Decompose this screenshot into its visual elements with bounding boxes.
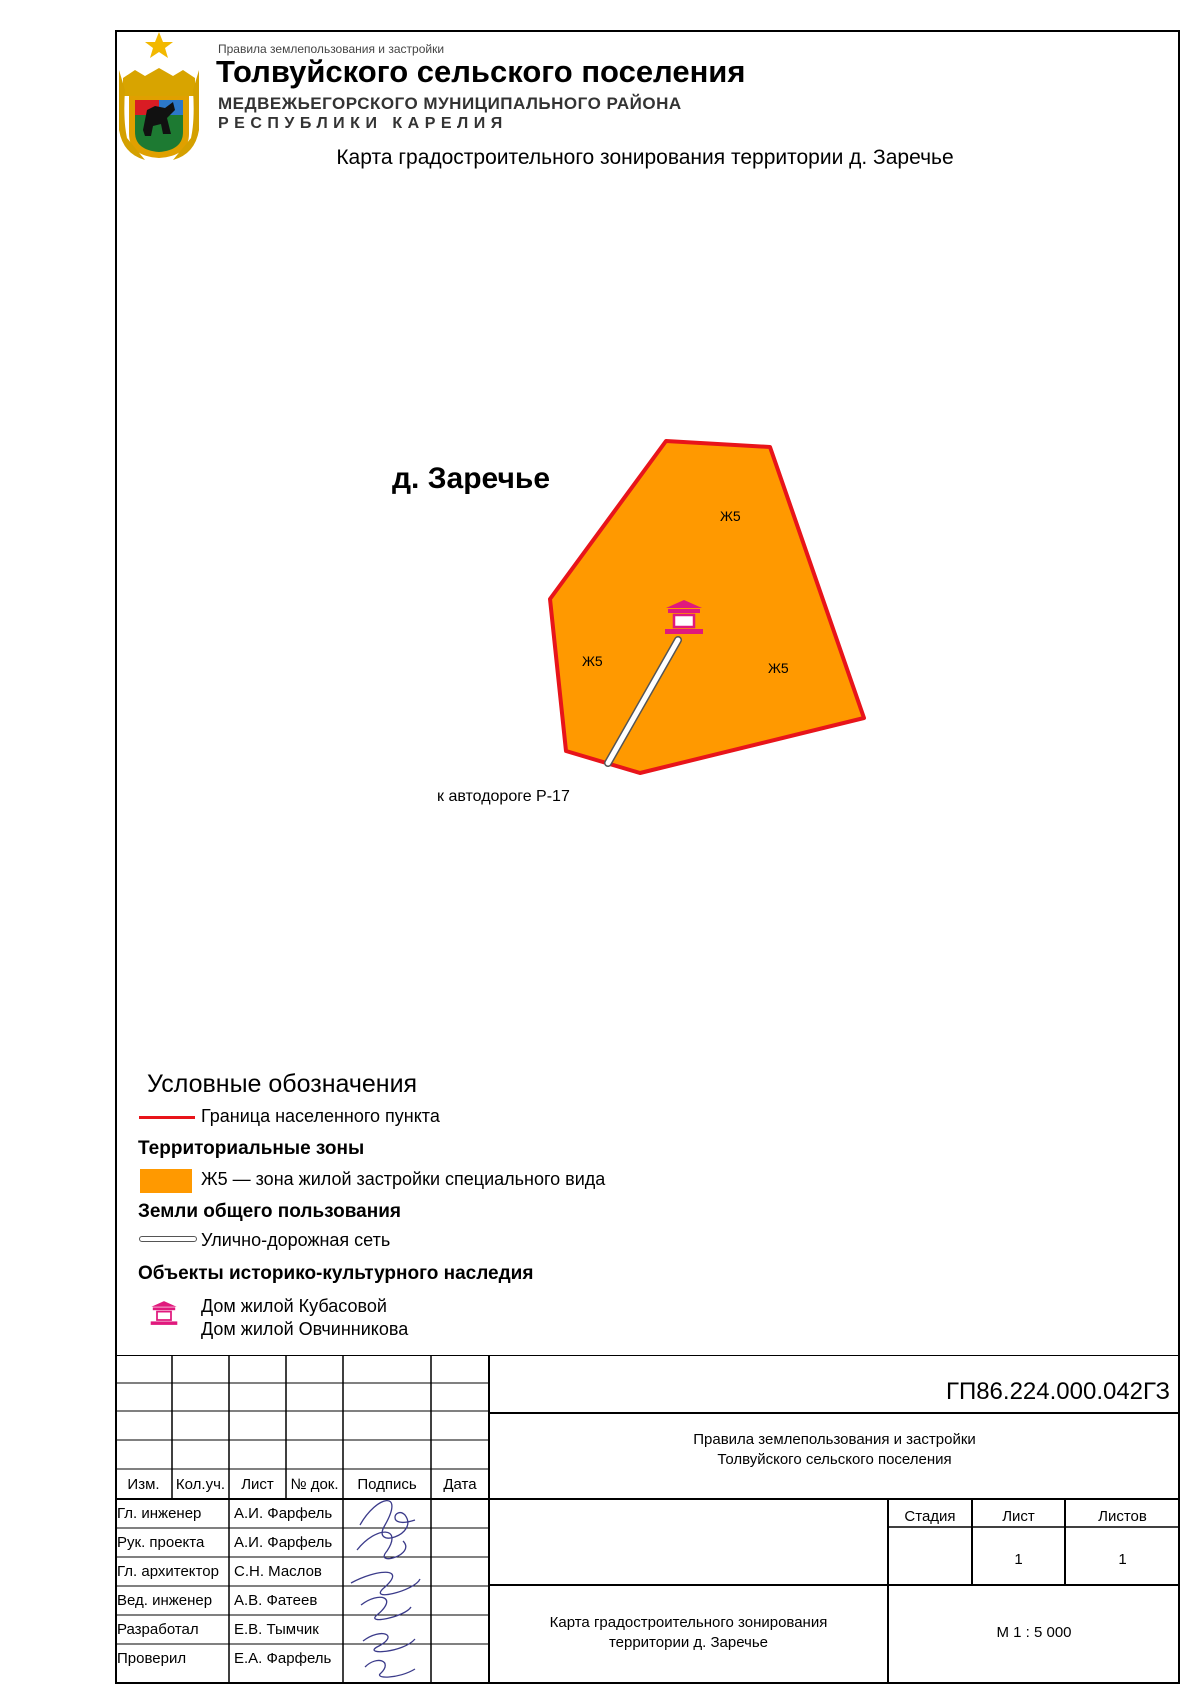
column-header: Дата	[443, 1476, 477, 1493]
person-role: Вед. инженер	[117, 1592, 213, 1609]
legend-z5-swatch	[140, 1169, 192, 1193]
legend-zones-heading: Территориальные зоны	[138, 1138, 365, 1159]
person-name: Е.А. Фарфель	[234, 1650, 332, 1667]
legend-heritage-heading: Объекты историко-культурного наследия	[138, 1263, 534, 1284]
road-note: к автодороге Р-17	[437, 788, 570, 805]
signature-scribbles	[351, 1501, 420, 1678]
drawing-title-line-2: территории д. Заречье	[608, 1634, 769, 1651]
drawing-title-line-1: Карта градостроительного зонирования	[549, 1614, 828, 1631]
legend-street-symbol	[139, 1236, 197, 1242]
legend-street-label: Улично-дорожная сеть	[201, 1230, 391, 1250]
zone-label: Ж5	[768, 660, 789, 676]
project-line-1: Правила землепользования и застройки	[693, 1431, 976, 1448]
project-line-2: Толвуйского сельского поселения	[717, 1451, 952, 1468]
sheets-label: Листов	[1098, 1508, 1147, 1525]
header-republic: РЕСПУБЛИКИ КАРЕЛИЯ	[218, 115, 508, 132]
zone-label: Ж5	[582, 653, 603, 669]
scale-value: М 1 : 5 000	[996, 1624, 1072, 1641]
column-header: Изм.	[127, 1476, 160, 1493]
person-role: Рук. проекта	[117, 1534, 205, 1551]
legend-heritage-icon	[150, 1298, 178, 1328]
sheet-label: Лист	[1002, 1508, 1035, 1525]
legend-boundary-symbol	[139, 1116, 195, 1119]
header-district: МЕДВЕЖЬЕГОРСКОГО МУНИЦИПАЛЬНОГО РАЙОНА	[218, 94, 682, 113]
person-role: Разработал	[117, 1621, 199, 1638]
sheets-count: 1	[1118, 1551, 1127, 1568]
legend-public-heading: Земли общего пользования	[138, 1201, 401, 1222]
legend-heritage-item: Дом жилой Кубасовой	[201, 1296, 387, 1316]
person-name: А.И. Фарфель	[234, 1505, 333, 1522]
person-role: Проверил	[117, 1650, 187, 1667]
column-header: № док.	[290, 1476, 339, 1493]
column-header: Лист	[241, 1476, 274, 1493]
village-label: д. Заречье	[392, 462, 550, 495]
person-name: Е.В. Тымчик	[234, 1621, 319, 1638]
header-settlement: Толвуйского сельского поселения	[216, 54, 746, 89]
person-name: С.Н. Маслов	[234, 1563, 322, 1580]
sheet-number: 1	[1014, 1551, 1023, 1568]
legend-boundary-label: Граница населенного пункта	[201, 1106, 440, 1126]
map-title: Карта градостроительного зонирования территории д. Заречье	[336, 146, 954, 169]
person-role: Гл. инженер	[117, 1505, 202, 1522]
zone-z5-polygon	[550, 441, 864, 773]
zone-label: Ж5	[720, 508, 741, 524]
stage-label: Стадия	[904, 1508, 956, 1525]
person-name: А.И. Фарфель	[234, 1534, 333, 1551]
header-small: Правила землепользования и застройки	[218, 42, 445, 56]
legend-z5-label: Ж5 — зона жилой застройки специального вида	[201, 1169, 606, 1189]
document-code: ГП86.224.000.042ГЗ	[945, 1378, 1170, 1405]
legend-title: Условные обозначения	[147, 1070, 418, 1098]
column-header: Кол.уч.	[175, 1476, 226, 1493]
column-header: Подпись	[357, 1476, 417, 1493]
person-role: Гл. архитектор	[117, 1563, 219, 1580]
person-name: А.В. Фатеев	[234, 1592, 318, 1609]
legend-heritage-item: Дом жилой Овчинникова	[201, 1319, 409, 1339]
